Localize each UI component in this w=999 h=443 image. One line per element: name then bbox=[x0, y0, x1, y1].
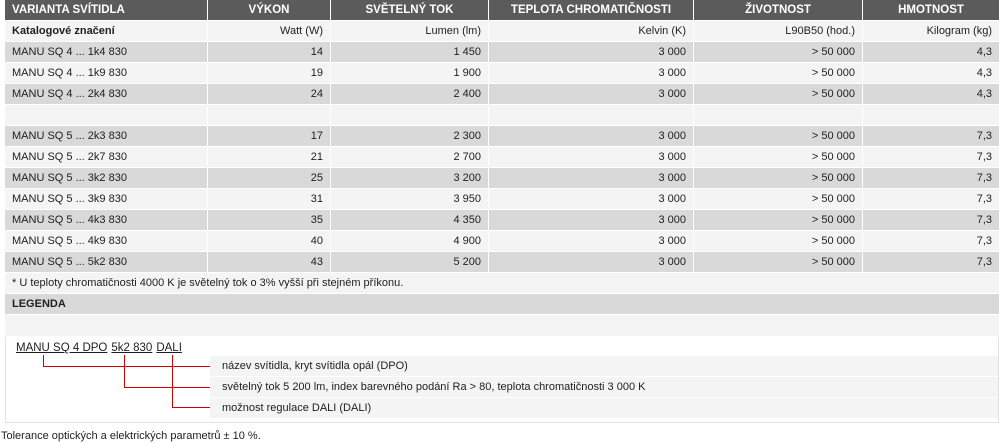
life-cell: > 50 000 bbox=[694, 189, 863, 209]
empty-cell bbox=[331, 105, 489, 125]
life-cell: > 50 000 bbox=[694, 252, 863, 272]
weight-cell: 7,3 bbox=[863, 189, 999, 209]
temp-cell: 3 000 bbox=[489, 84, 694, 104]
footnote: * U teploty chromatičnosti 4000 K je světelný tok o 3% vyšší při stejném příkonu. bbox=[5, 273, 999, 294]
connector-line bbox=[43, 366, 211, 367]
product-spec-table bbox=[5, 0, 999, 423]
life-cell: > 50 000 bbox=[694, 168, 863, 188]
temp-cell: 3 000 bbox=[489, 210, 694, 230]
header-cell: TEPLOTA CHROMATIČNOSTI bbox=[489, 0, 694, 20]
code-part-flux: 5k2 830 bbox=[111, 342, 153, 354]
flux-cell: 2 400 bbox=[331, 84, 489, 104]
variant-cell: MANU SQ 4 ... 1k4 830 bbox=[5, 42, 208, 62]
table-row bbox=[5, 84, 999, 105]
empty-cell bbox=[5, 105, 208, 125]
flux-cell: 3 200 bbox=[331, 168, 489, 188]
flux-cell: 2 300 bbox=[331, 126, 489, 146]
header-cell: VÝKON bbox=[208, 0, 331, 20]
flux-cell: 1 450 bbox=[331, 42, 489, 62]
empty-cell bbox=[489, 105, 694, 125]
flux-cell: 4 350 bbox=[331, 210, 489, 230]
variant-cell: MANU SQ 5 ... 4k9 830 bbox=[5, 231, 208, 251]
weight-cell: 7,3 bbox=[863, 231, 999, 251]
connector-line bbox=[172, 355, 173, 407]
unit-cell: Kelvin (K) bbox=[489, 21, 694, 41]
power-cell: 14 bbox=[208, 42, 331, 62]
code-part-control: DALI bbox=[156, 342, 182, 354]
table-row bbox=[5, 210, 999, 231]
legend-spacer bbox=[5, 315, 999, 337]
legend-item: světelný tok 5 200 lm, index barevného podání Ra > 80, teplota chromatičnosti 3 000 K bbox=[210, 377, 998, 397]
temp-cell: 3 000 bbox=[489, 168, 694, 188]
power-cell: 21 bbox=[208, 147, 331, 167]
power-cell: 25 bbox=[208, 168, 331, 188]
table-row bbox=[5, 189, 999, 210]
empty-cell bbox=[208, 105, 331, 125]
weight-cell: 7,3 bbox=[863, 210, 999, 230]
empty-cell bbox=[863, 105, 999, 125]
unit-cell: Katalogové značení bbox=[5, 21, 208, 41]
power-cell: 24 bbox=[208, 84, 331, 104]
connector-line bbox=[172, 407, 211, 408]
weight-cell: 4,3 bbox=[863, 42, 999, 62]
flux-cell: 3 950 bbox=[331, 189, 489, 209]
table-row bbox=[5, 63, 999, 84]
table-row bbox=[5, 42, 999, 63]
variant-cell: MANU SQ 5 ... 3k9 830 bbox=[5, 189, 208, 209]
variant-cell: MANU SQ 5 ... 4k3 830 bbox=[5, 210, 208, 230]
header-cell: SVĚTELNÝ TOK bbox=[331, 0, 489, 20]
legend-diagram bbox=[5, 337, 999, 423]
life-cell: > 50 000 bbox=[694, 42, 863, 62]
temp-cell: 3 000 bbox=[489, 63, 694, 83]
variant-cell: MANU SQ 5 ... 2k3 830 bbox=[5, 126, 208, 146]
tolerance-note: Tolerance optických a elektrických parametrů ± 10 %. bbox=[1, 430, 261, 442]
table-row bbox=[5, 231, 999, 252]
variant-cell: MANU SQ 4 ... 2k4 830 bbox=[5, 84, 208, 104]
weight-cell: 7,3 bbox=[863, 126, 999, 146]
units-row bbox=[5, 21, 999, 42]
unit-cell: L90B50 (hod.) bbox=[694, 21, 863, 41]
life-cell: > 50 000 bbox=[694, 210, 863, 230]
header-cell: ŽIVOTNOST bbox=[694, 0, 863, 20]
power-cell: 35 bbox=[208, 210, 331, 230]
life-cell: > 50 000 bbox=[694, 147, 863, 167]
temp-cell: 3 000 bbox=[489, 147, 694, 167]
temp-cell: 3 000 bbox=[489, 42, 694, 62]
life-cell: > 50 000 bbox=[694, 126, 863, 146]
life-cell: > 50 000 bbox=[694, 84, 863, 104]
temp-cell: 3 000 bbox=[489, 189, 694, 209]
legend-item: název svítidla, kryt svítidla opál (DPO) bbox=[210, 356, 998, 376]
variant-cell: MANU SQ 4 ... 1k9 830 bbox=[5, 63, 208, 83]
connector-line bbox=[43, 355, 44, 366]
connector-line bbox=[124, 387, 211, 388]
unit-cell: Watt (W) bbox=[208, 21, 331, 41]
table-row bbox=[5, 252, 999, 273]
power-cell: 31 bbox=[208, 189, 331, 209]
table-row bbox=[5, 147, 999, 168]
power-cell: 17 bbox=[208, 126, 331, 146]
variant-cell: MANU SQ 5 ... 2k7 830 bbox=[5, 147, 208, 167]
weight-cell: 7,3 bbox=[863, 147, 999, 167]
unit-cell: Lumen (lm) bbox=[331, 21, 489, 41]
table-header-row bbox=[5, 0, 999, 21]
flux-cell: 5 200 bbox=[331, 252, 489, 272]
connector-line bbox=[124, 355, 125, 387]
table-row bbox=[5, 126, 999, 147]
spacer-row bbox=[5, 105, 999, 126]
power-cell: 19 bbox=[208, 63, 331, 83]
header-cell: VARIANTA SVÍTIDLA bbox=[5, 0, 208, 20]
temp-cell: 3 000 bbox=[489, 126, 694, 146]
power-cell: 43 bbox=[208, 252, 331, 272]
empty-cell bbox=[694, 105, 863, 125]
header-cell: HMOTNOST bbox=[863, 0, 999, 20]
flux-cell: 1 900 bbox=[331, 63, 489, 83]
code-part-name: MANU SQ 4 DPO bbox=[16, 342, 108, 354]
variant-cell: MANU SQ 5 ... 3k2 830 bbox=[5, 168, 208, 188]
table-row bbox=[5, 168, 999, 189]
weight-cell: 7,3 bbox=[863, 252, 999, 272]
power-cell: 40 bbox=[208, 231, 331, 251]
weight-cell: 4,3 bbox=[863, 84, 999, 104]
life-cell: > 50 000 bbox=[694, 231, 863, 251]
flux-cell: 4 900 bbox=[331, 231, 489, 251]
legend-code bbox=[16, 342, 182, 354]
unit-cell: Kilogram (kg) bbox=[863, 21, 999, 41]
temp-cell: 3 000 bbox=[489, 252, 694, 272]
weight-cell: 7,3 bbox=[863, 168, 999, 188]
variant-cell: MANU SQ 5 ... 5k2 830 bbox=[5, 252, 208, 272]
life-cell: > 50 000 bbox=[694, 63, 863, 83]
legend-title: LEGENDA bbox=[5, 294, 999, 315]
weight-cell: 4,3 bbox=[863, 63, 999, 83]
temp-cell: 3 000 bbox=[489, 231, 694, 251]
flux-cell: 2 700 bbox=[331, 147, 489, 167]
legend-item: možnost regulace DALI (DALI) bbox=[210, 398, 998, 418]
